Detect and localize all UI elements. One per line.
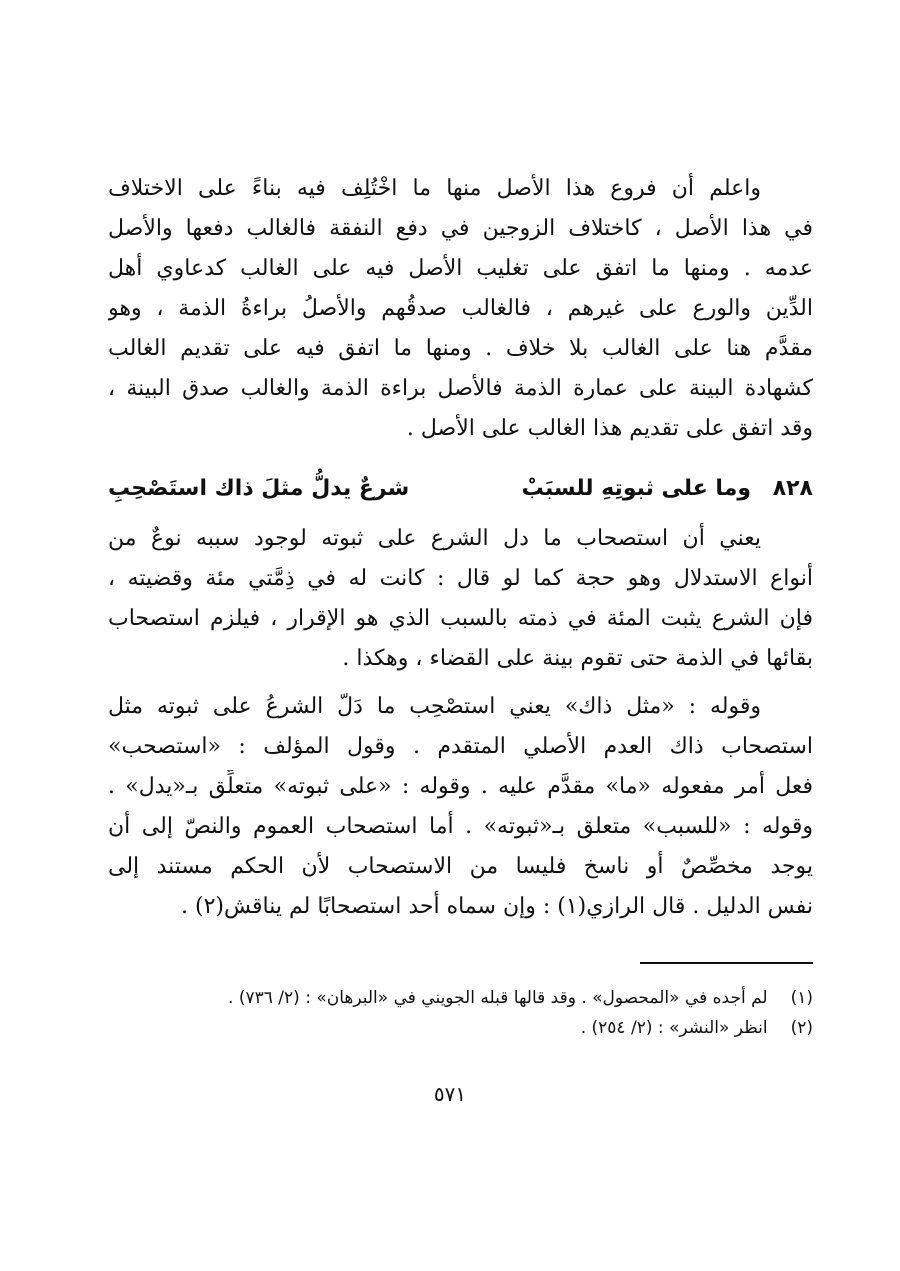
text-line: واعلم أن فروع هذا الأصل منها ما اخْتُلِف فيه بناءً على الاختلاف [108, 176, 761, 201]
verse-hemistich-second: شرعٌ يدلُّ مثلَ ذاك استَصْحِبِ [108, 476, 410, 501]
text-line: الدِّين والورع على غيرهم ، فالغالب صدقُهم والأصلُ براءةُ الذمة ، وهو [108, 296, 813, 321]
footnote-text: لم أجده في «المحصول» . وقد قالها قبله الجويني في «البرهان» : (٢/ ٧٣٦) . [228, 988, 768, 1008]
text-line: بقائها في الذمة حتى تقوم بينة على القضاء ، وهكذا . [342, 646, 813, 671]
text-line: يوجد مخصِّصٌ أو ناسخ فليسا من الاستصحاب لأن الحكم مستند إلى [108, 854, 813, 879]
footnote [300, 1014, 813, 1042]
text-line: عدمه . ومنها ما اتفق على تغليب الأصل فيه على الغالب كدعاوي أهل [108, 256, 813, 281]
text-line: في هذا الأصل ، كاختلاف الزوجين في دفع النفقة فالغالب دفعها والأصل [108, 216, 813, 241]
footnote [228, 984, 813, 1012]
text-line: فإن الشرع يثبت المئة في ذمته بالسبب الذي هو الإقرار ، فيلزم استصحاب [108, 606, 813, 631]
text-line: مقدَّم هنا على الغالب بلا خلاف . ومنها ما اتفق فيه على تقديم الغالب [108, 336, 813, 361]
text-line: أنواع الاستدلال وهو حجة كما لو قال : كانت له في ذِمَّتي مئة وقضيته ، [108, 566, 813, 591]
footnote-marker: (٢) [790, 1018, 813, 1038]
verse-hemistich-first: وما على ثبوتِهِ للسبَبْ [521, 476, 751, 501]
text-line: وقوله : «للسبب» متعلق بـ«ثبوته» . أما استصحاب العموم والنصّ إلى أن [108, 814, 813, 839]
text-line: وقوله : «مثل ذاك» يعني استصْحِب ما دَلّ الشرعُ على ثبوته مثل [108, 694, 761, 719]
text-line: نفس الدليل . قال الرازي(١) : وإن سماه أحد استصحابًا لم يناقش(٢) . [180, 894, 813, 919]
text-line: وقد اتفق على تقديم هذا الغالب على الأصل . [406, 416, 813, 441]
text-line: كشهادة البينة على عمارة الذمة فالأصل براءة الذمة والغالب صدق البينة ، [108, 376, 813, 401]
footnote-text: انظر «النشر» : (٢/ ٢٥٤) . [580, 1018, 768, 1038]
text-line: استصحاب ذاك العدم الأصلي المتقدم . وقول المؤلف : «استصحب» [108, 734, 813, 759]
text-line: فعل أمر مفعوله «ما» مقدَّم عليه . وقوله : «على ثبوته» متعلِّق بـ«يدل» . [108, 774, 813, 799]
text-line: يعني أن استصحاب ما دل الشرع على ثبوته لوجود سببه نوعٌ من [108, 526, 761, 551]
page-number: ٥٧١ [433, 1082, 467, 1106]
footnote-marker: (١) [790, 988, 813, 1008]
verse-line [108, 470, 813, 508]
footnote-separator [640, 962, 813, 964]
verse-number: ٨٢٨ [772, 476, 813, 501]
